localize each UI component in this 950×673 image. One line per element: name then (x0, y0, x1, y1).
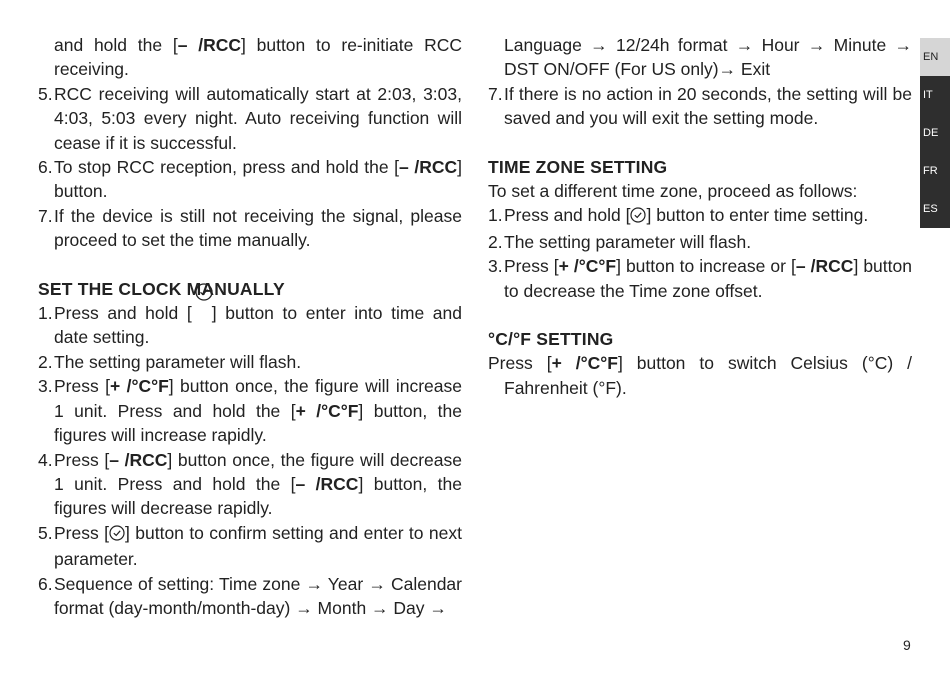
list-text: ] button to enter into time and date setting. (54, 303, 462, 348)
list-text: Press and hold [ (504, 205, 631, 226)
intro-text-2: ] button to re-initiate RCC receiving. (54, 35, 463, 80)
list-text: ] button to decrease the Time zone offset. (504, 256, 912, 301)
list-text: ] button to increase or [ (616, 256, 796, 277)
manual-step-6 (38, 572, 462, 621)
rcc-symbol: – /RCC (795, 256, 854, 277)
manual-step-2 (38, 350, 462, 374)
language-tabs (920, 38, 950, 228)
list-text: ] button once, the figure will increase 1 unit. Press and hold the [ (54, 376, 462, 421)
list-text: If there is no action in 20 seconds, the setting will be saved and you will exit the setting mode. (504, 83, 912, 129)
clock-icon (630, 205, 646, 229)
list-text: Press [ (504, 256, 559, 277)
list-text: The setting parameter will flash. (504, 231, 752, 252)
manual-step-4 (38, 448, 462, 521)
list-number: 6. (38, 573, 53, 594)
list-number: 1. (38, 303, 53, 324)
rcc-symbol: – /RCC (177, 35, 241, 55)
clock-icon (109, 523, 125, 547)
list-text: Press [ (54, 376, 110, 397)
list-text: ] button to confirm setting and enter to next parameter. (54, 522, 462, 570)
list-item-6 (38, 155, 462, 204)
right-column (488, 33, 912, 400)
list-text: RCC receiving will automatically start at 2:03, 3:03, 4:03, 5:03 every night. Auto receiving function will cease if it is successful. (54, 83, 462, 153)
rcc-symbol: – /RCC (295, 473, 359, 494)
list-number: 6. (38, 157, 53, 178)
list-text: Press [ (54, 449, 110, 470)
section-heading: °C/°F SETTING (488, 329, 614, 350)
tz-step-1 (488, 203, 912, 229)
list-text: ] button to switch Celsius (°C) / Fahrenheit (°F). (504, 353, 912, 398)
page-number: 9 (903, 637, 911, 653)
list-text: Press and hold [ (54, 303, 192, 324)
lang-tab-de[interactable]: DE (920, 114, 950, 152)
list-text: Sequence of setting: Time zone → Year → Calendar format (day-month/month-day) → Month → Day → (54, 573, 462, 618)
lang-tab-es[interactable]: ES (920, 190, 950, 228)
plus-cf-symbol: + /°C°F (551, 353, 618, 374)
list-number: 2. (488, 231, 503, 252)
clock-overlay-icon (195, 283, 213, 306)
list-number: 5. (38, 522, 53, 543)
list-text: ] button, the figures will decrease rapidly. (54, 473, 462, 519)
rcc-symbol: – /RCC (399, 157, 458, 178)
list-item-7-right (488, 82, 912, 131)
list-number: 2. (38, 351, 53, 372)
list-number: 4. (38, 449, 53, 470)
list-number: 7. (488, 83, 503, 104)
sequence-continuation: Language → 12/24h format → Hour → Minute → DST ON/OFF (For US only)→ Exit (504, 35, 912, 80)
list-number: 3. (488, 256, 503, 277)
list-text: Press [ (54, 522, 109, 543)
list-text: To stop RCC reception, press and hold the [ (54, 157, 400, 178)
list-text: The setting parameter will flash. (54, 351, 302, 372)
list-text: If the device is still not receiving the signal, please proceed to set the time manually. (54, 205, 462, 251)
list-item-7 (38, 204, 462, 253)
list-number: 1. (488, 205, 503, 226)
manual-step-3 (38, 374, 462, 447)
list-number: 5. (38, 83, 53, 104)
list-text: ] button to enter time setting. (646, 205, 869, 226)
section-heading: TIME ZONE SETTING (488, 156, 668, 177)
list-text: ] button once, the figure will decrease 1 unit. Press and hold the [ (54, 449, 462, 494)
cf-paragraph (488, 351, 912, 400)
left-column (38, 33, 462, 620)
list-item-5 (38, 82, 462, 155)
lang-tab-fr[interactable]: FR (920, 152, 950, 190)
list-text: ] button, the figures will increase rapidly. (54, 400, 462, 446)
lang-tab-it[interactable]: IT (920, 76, 950, 114)
intro-paragraph (38, 33, 462, 82)
manual-step-5 (38, 521, 462, 572)
list-number: 3. (38, 376, 53, 397)
list-text: Press [ (488, 353, 552, 374)
list-text: ] button. (54, 157, 462, 202)
plus-cf-symbol: + /°C°F (558, 256, 617, 277)
manual-step-1 (38, 301, 462, 350)
list-number: 7. (38, 205, 53, 226)
time-zone-intro: To set a different time zone, proceed as follows: (488, 181, 858, 202)
rcc-symbol: – /RCC (109, 449, 168, 470)
section-heading: SET THE CLOCK MANUALLY (38, 278, 285, 299)
plus-cf-symbol: + /°C°F (109, 376, 169, 397)
tz-step-3 (488, 254, 912, 303)
plus-cf-symbol: + /°C°F (295, 400, 359, 421)
intro-text-1: and hold the [ (54, 35, 178, 55)
lang-tab-en[interactable]: EN (920, 38, 950, 76)
tz-step-2 (488, 230, 912, 254)
